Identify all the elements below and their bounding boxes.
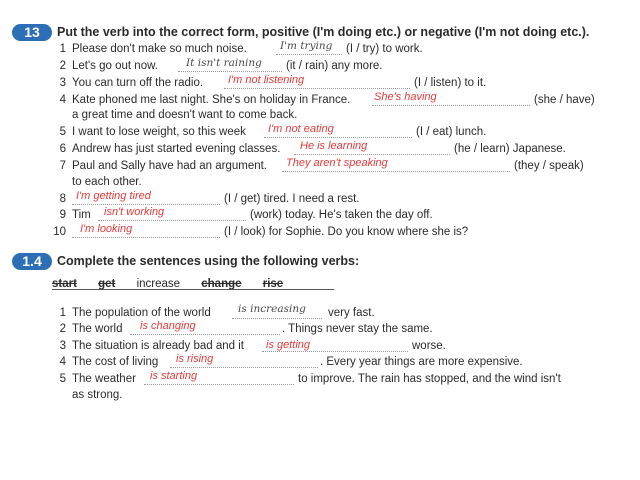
sentence-start: Paul and Sally have had an argument. [72, 160, 267, 172]
item-number: 6 [59, 143, 66, 155]
sentence-start: Let's go out now. [72, 60, 158, 72]
item-number: 2 [59, 60, 66, 72]
sentence-start: The cost of living [72, 356, 159, 368]
item-number: 1 [59, 307, 66, 319]
answer-text: is starting [150, 370, 198, 382]
answer-text: I'm looking [80, 223, 133, 235]
verb-word: increase [136, 278, 181, 290]
answer-text: is rising [176, 353, 214, 365]
item-number: 9 [59, 209, 66, 221]
sentence-start: You can turn off the radio. [72, 77, 204, 89]
answer-text: They aren't speaking [286, 157, 388, 169]
sentence-end: . Things never stay the same. [282, 323, 433, 335]
exercise-instruction: Put the verb into the correct form, positive (I'm doing etc.) or negative (I'm not doing etc.). [57, 25, 590, 39]
answer-text: She's having [374, 91, 437, 103]
sentence-start: I want to lose weight, so this week [72, 126, 246, 138]
sentence-end: (he / learn) Japanese. [454, 143, 566, 155]
sentence-end: (I / get) tired. I need a rest. [224, 193, 360, 205]
sentence-start: Kate phoned me last night. She's on holiday in France. [72, 94, 351, 106]
answer-text: I'm not eating [268, 123, 334, 135]
sentence-continuation: to each other. [72, 176, 142, 188]
sentence-start: The population of the world [72, 307, 211, 319]
item-number: 4 [59, 94, 66, 106]
answer-text: It isn't raining [186, 57, 262, 69]
answer-text: I'm trying [280, 40, 333, 52]
sentence-end: very fast. [328, 307, 375, 319]
sentence-end: (I / look) for Sophie. Do you know where she is? [224, 226, 469, 238]
sentence-continuation: as strong. [72, 389, 123, 401]
answer-text: I'm not listening [228, 74, 305, 86]
exercise-number-badge: 13 [12, 24, 52, 41]
sentence-end: to improve. The rain has stopped, and the wind isn't [298, 373, 561, 385]
item-number: 5 [59, 126, 66, 138]
item-number: 1 [59, 43, 66, 55]
answer-text: is increasing [238, 303, 306, 315]
item-number: 3 [59, 77, 66, 89]
sentence-start: Andrew has just started evening classes. [72, 143, 281, 155]
sentence-continuation: a great time and doesn't want to come back. [72, 109, 298, 121]
sentence-end: (I / try) to work. [346, 43, 423, 55]
sentence-end: . Every year things are more expensive. [320, 356, 523, 368]
verb-word: get [98, 278, 116, 290]
exercise-instruction: Complete the sentences using the following verbs: [57, 254, 360, 268]
sentence-end: (I / listen) to it. [414, 77, 487, 89]
answer-text: isn't working [104, 206, 165, 218]
sentence-start: The situation is already bad and it [72, 340, 244, 352]
sentence-start: The world [72, 323, 123, 335]
answer-text: I'm getting tired [76, 190, 151, 202]
answer-text: is getting [266, 339, 311, 351]
item-number: 4 [59, 356, 66, 368]
answer-text: He is learning [300, 140, 368, 152]
exercise-number-badge: 1.4 [12, 253, 52, 270]
sentence-start: The weather [72, 373, 136, 385]
verb-word: rise [262, 278, 284, 290]
answer-text: is changing [140, 320, 196, 332]
sentence-start: Please don't make so much noise. [72, 43, 247, 55]
sentence-end: (it / rain) any more. [286, 60, 383, 72]
item-number: 5 [59, 373, 66, 385]
verb-list-rule [52, 289, 334, 290]
item-number: 2 [59, 323, 66, 335]
sentence-end: (I / eat) lunch. [416, 126, 487, 138]
sentence-end: (they / speak) [514, 160, 584, 172]
item-number: 10 [53, 226, 66, 238]
sentence-end: (she / have) [534, 94, 595, 106]
sentence-end: worse. [412, 340, 446, 352]
verb-word: start [52, 278, 77, 290]
sentence-start: Tim [72, 209, 91, 221]
verb-word: change [201, 278, 242, 290]
item-number: 8 [59, 193, 66, 205]
item-number: 7 [59, 160, 66, 172]
sentence-end: (work) today. He's taken the day off. [250, 209, 433, 221]
item-number: 3 [59, 340, 66, 352]
